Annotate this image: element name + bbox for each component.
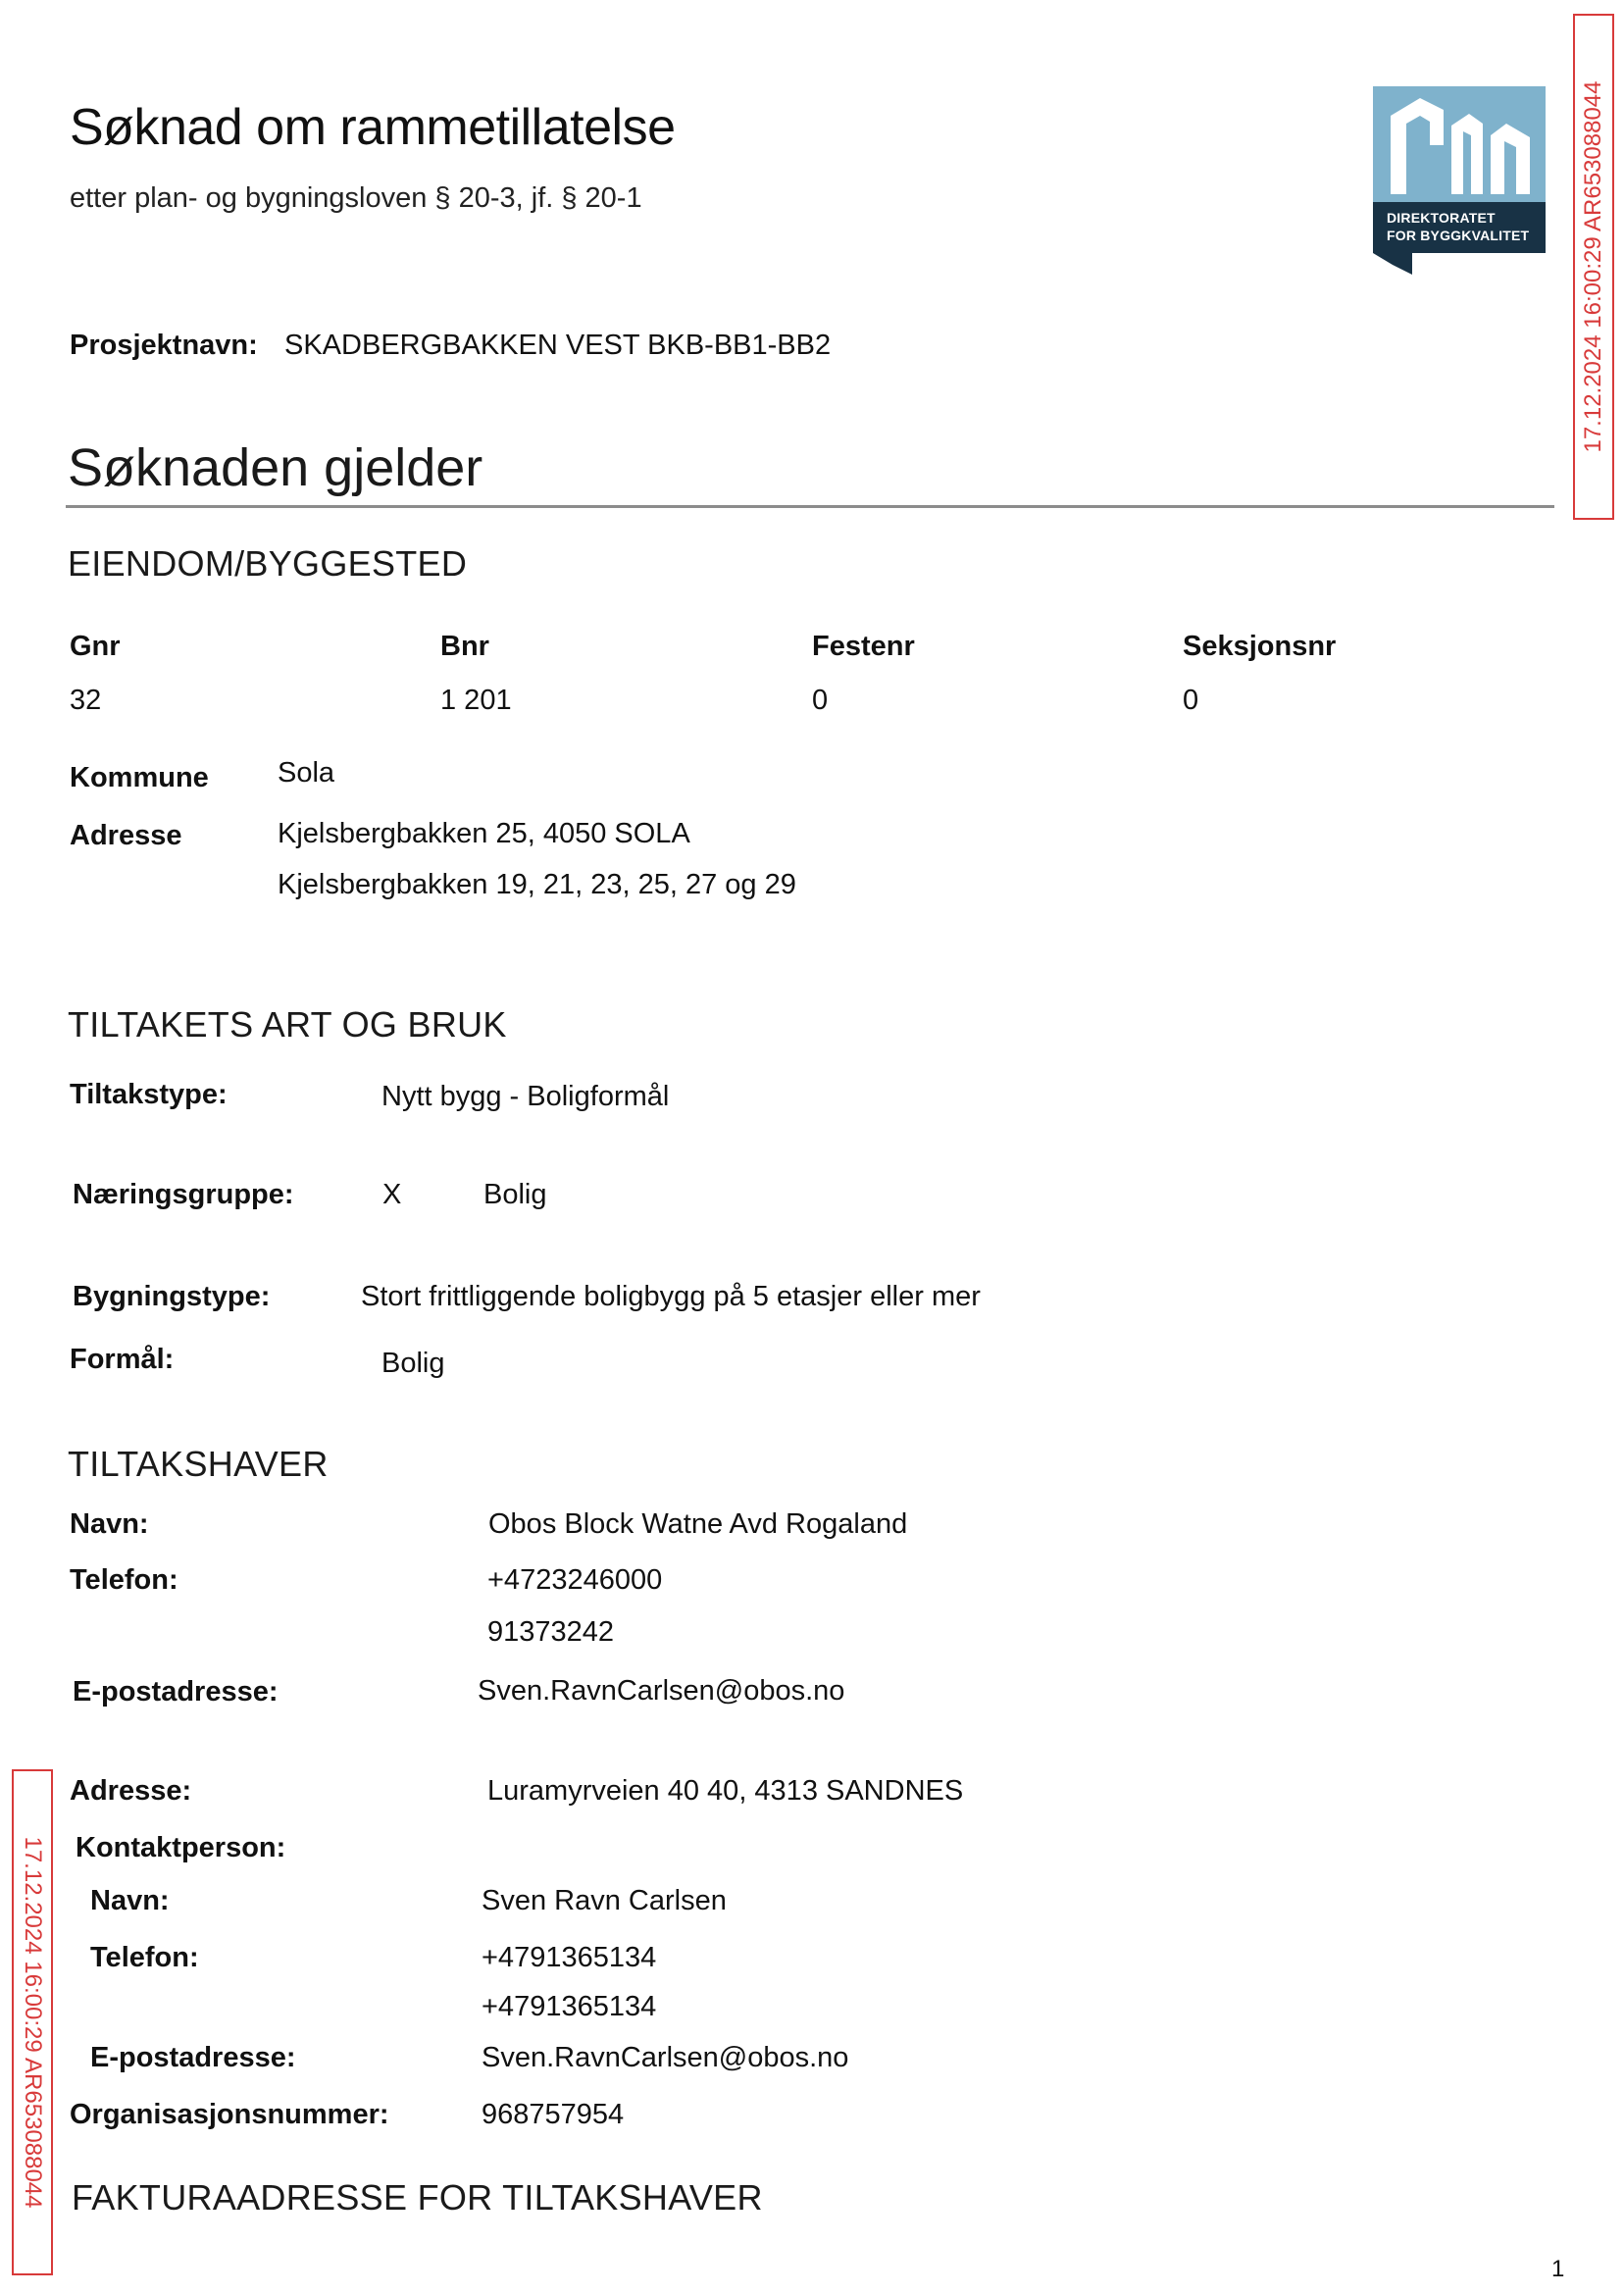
purpose-label: Formål: [70,1344,175,1375]
building-type-label: Bygningstype: [73,1281,271,1312]
address-line-1: Kjelsbergbakken 25, 4050 SOLA [278,818,690,849]
stamp-text: 17.12.2024 16:00:29 AR653088044 [20,1836,46,2209]
measure-type-label: Tiltakstype: [70,1079,228,1110]
contact-phone-value-2: +4791365134 [482,1991,657,2022]
gnr-label: Gnr [70,631,121,662]
received-stamp-left [12,1769,53,2275]
section-main-heading: Søknaden gjelder [68,438,483,497]
stamp-text: 17.12.2024 16:00:29 AR653088044 [1580,80,1606,453]
owner-address-value: Luramyrveien 40 40, 4313 SANDNES [487,1775,964,1807]
owner-heading: TILTAKSHAVER [68,1444,329,1484]
document-title: Søknad om rammetillatelse [70,99,676,156]
heading-divider [66,505,1554,508]
contact-phone-value-1: +4791365134 [482,1942,657,1973]
contact-name-label: Navn: [90,1885,170,1916]
measure-heading: TILTAKETS ART OG BRUK [68,1004,507,1045]
project-name-value: SKADBERGBAKKEN VEST BKB-BB1-BB2 [284,330,832,361]
measure-type-value: Nytt bygg - Boligformål [381,1081,670,1112]
owner-name-label: Navn: [70,1508,149,1540]
contact-phone-label: Telefon: [90,1942,199,1973]
seksjonsnr-value: 0 [1183,685,1199,716]
owner-phone-value-2: 91373242 [487,1616,615,1648]
owner-email-label: E-postadresse: [73,1676,279,1708]
property-heading: EIENDOM/BYGGESTED [68,543,468,584]
project-name-label: Prosjektnavn: [70,330,258,361]
bnr-label: Bnr [440,631,489,662]
festenr-label: Festenr [812,631,915,662]
industry-group-label: Næringsgruppe: [73,1179,294,1210]
industry-group-value: Bolig [483,1179,547,1210]
owner-email-value: Sven.RavnCarlsen@obos.no [478,1675,845,1707]
purpose-value: Bolig [381,1348,445,1379]
contact-email-value: Sven.RavnCarlsen@obos.no [482,2042,849,2073]
industry-group-code: X [382,1179,402,1210]
municipality-value: Sola [278,757,335,789]
municipality-label: Kommune [70,762,209,793]
dibk-logo [1373,86,1546,275]
document-subtitle: etter plan- og bygningsloven § 20-3, jf. § 20-1 [70,182,642,214]
owner-name-value: Obos Block Watne Avd Rogaland [488,1508,908,1540]
contact-person-label: Kontaktperson: [76,1832,286,1863]
owner-address-label: Adresse: [70,1775,192,1807]
logo-text-line2: FOR BYGGKVALITET [1387,228,1530,243]
festenr-value: 0 [812,685,829,716]
contact-name-value: Sven Ravn Carlsen [482,1885,727,1916]
owner-phone-label: Telefon: [70,1564,178,1596]
gnr-value: 32 [70,685,102,716]
seksjonsnr-label: Seksjonsnr [1183,631,1337,662]
bnr-value: 1 201 [440,685,512,716]
owner-phone-value-1: +4723246000 [487,1564,663,1596]
page-number: 1 [1551,2256,1565,2282]
address-label: Adresse [70,820,182,851]
dibk-logo-graphic [1373,86,1546,275]
contact-email-label: E-postadresse: [90,2042,296,2073]
address-line-2: Kjelsbergbakken 19, 21, 23, 25, 27 og 29 [278,869,796,900]
logo-text-line1: DIREKTORATET [1387,210,1496,226]
org-number-label: Organisasjonsnummer: [70,2099,389,2130]
building-type-value: Stort frittliggende boligbygg på 5 etasjer eller mer [361,1281,981,1312]
received-stamp-right [1573,14,1614,520]
org-number-value: 968757954 [482,2099,625,2130]
invoice-heading: FAKTURAADRESSE FOR TILTAKSHAVER [72,2177,763,2218]
